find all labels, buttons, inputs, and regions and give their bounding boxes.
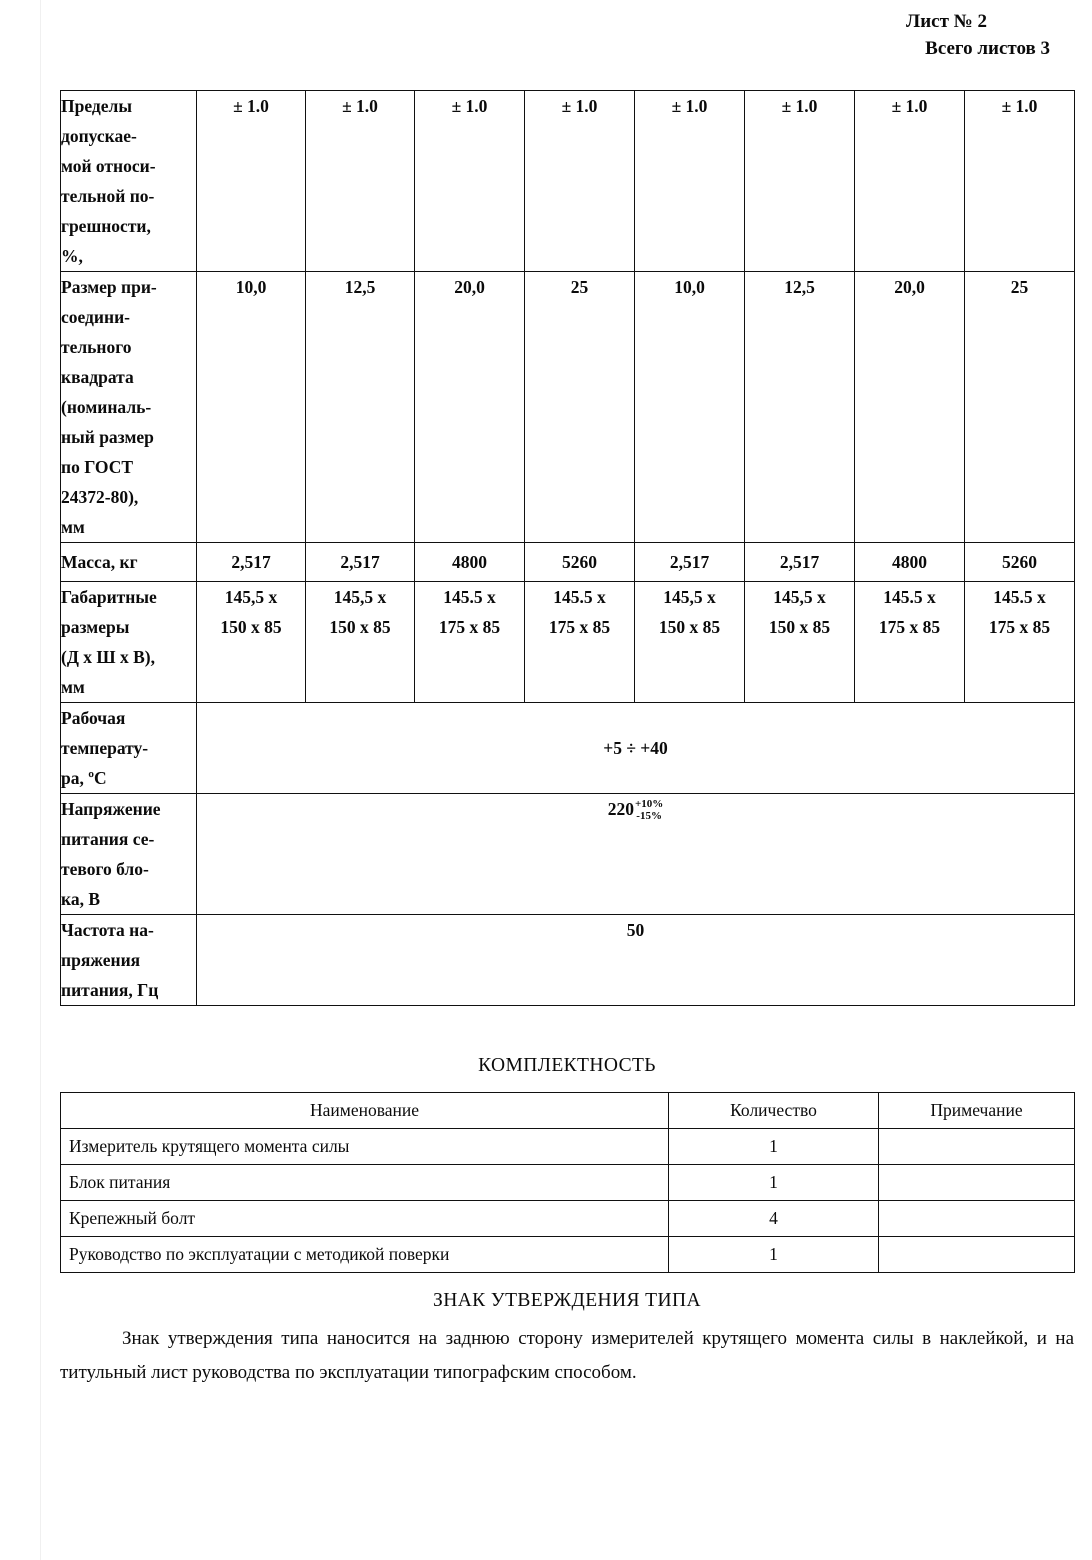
table-cell: ± 1.0: [197, 91, 306, 272]
cell-line: 150 х 85: [220, 617, 282, 637]
label-line: допускае-: [61, 126, 137, 146]
label-line: квадрата: [61, 367, 134, 387]
label-line: ный размер: [61, 427, 154, 447]
table-cell-merged-frequency: 50: [197, 915, 1075, 1006]
table-row: [61, 91, 1075, 272]
table-cell: ± 1.0: [306, 91, 415, 272]
column-header-name: Наименование: [61, 1093, 669, 1129]
table-cell: 4800: [855, 543, 965, 582]
table-row: [61, 794, 1075, 915]
label-line: %,: [61, 246, 83, 266]
table-cell: 12,5: [306, 272, 415, 543]
cell-line: 145.5 х: [443, 587, 496, 607]
item-name: Измеритель крутящего момента силы: [61, 1129, 669, 1165]
table-cell: [525, 582, 635, 703]
completeness-table-wrapper: [60, 1092, 1074, 1273]
item-note: [879, 1201, 1075, 1237]
item-name: Крепежный болт: [61, 1201, 669, 1237]
table-row: [61, 272, 1075, 543]
cell-line: 145.5 х: [553, 587, 606, 607]
label-line: (номиналь-: [61, 397, 152, 417]
item-quantity: 1: [669, 1237, 879, 1273]
table-cell: 10,0: [635, 272, 745, 543]
item-quantity: 4: [669, 1201, 879, 1237]
label-line: (Д х Ш х В),: [61, 647, 155, 667]
table-cell: 2,517: [745, 543, 855, 582]
table-header-row: [61, 1093, 1075, 1129]
label-line: питания се-: [61, 829, 155, 849]
page-header: [906, 8, 1050, 62]
cell-line: 145,5 х: [224, 587, 278, 607]
label-line: ра, ºС: [61, 768, 107, 788]
label-line: грешности,: [61, 216, 151, 236]
page-edge-line: [40, 0, 41, 1560]
table-cell: 2,517: [635, 543, 745, 582]
cell-line: 175 х 85: [548, 617, 611, 637]
specification-table-wrapper: [60, 90, 1074, 1006]
table-cell: [965, 582, 1075, 703]
completeness-table-body: [61, 1129, 1075, 1273]
table-cell: ± 1.0: [415, 91, 525, 272]
label-line: Пределы: [61, 96, 132, 116]
type-approval-paragraph: Знак утверждения типа наносится на заднюю сторону измерителей крутящего момента силы в наклейкой, и на титульный лист руководства по эксплуатации типографским способом.: [60, 1328, 1074, 1383]
item-note: [879, 1165, 1075, 1201]
label-line: Габаритные: [61, 587, 157, 607]
label-line: тельной по-: [61, 186, 155, 206]
table-row: [61, 1237, 1075, 1273]
label-line: пряжения: [61, 950, 141, 970]
row-label-operating-temperature: [61, 703, 197, 794]
table-row: [61, 915, 1075, 1006]
table-cell-merged-temperature: +5 ÷ +40: [197, 703, 1075, 794]
row-label-supply-frequency: [61, 915, 197, 1006]
item-quantity: 1: [669, 1165, 879, 1201]
voltage-tolerance-upper: +10%: [634, 797, 664, 810]
cell-line: 175 х 85: [438, 617, 501, 637]
voltage-base: 220: [607, 799, 634, 819]
item-quantity: 1: [669, 1129, 879, 1165]
table-cell: ± 1.0: [855, 91, 965, 272]
table-row: [61, 1165, 1075, 1201]
table-row: [61, 1129, 1075, 1165]
type-approval-heading: ЗНАК УТВЕРЖДЕНИЯ ТИПА: [433, 1290, 701, 1311]
table-cell: 2,517: [197, 543, 306, 582]
table-cell: 5260: [525, 543, 635, 582]
item-note: [879, 1129, 1075, 1165]
label-line: Напряжение: [61, 799, 161, 819]
row-label-dimensions: [61, 582, 197, 703]
label-line: Масса, кг: [61, 552, 138, 572]
sheet-number-label: Лист № 2: [906, 11, 987, 32]
specification-table: [60, 90, 1075, 1006]
table-cell: ± 1.0: [525, 91, 635, 272]
row-label-tolerance: [61, 91, 197, 272]
voltage-tolerance: [635, 798, 663, 822]
item-name: Блок питания: [61, 1165, 669, 1201]
table-cell: ± 1.0: [635, 91, 745, 272]
table-row: [61, 543, 1075, 582]
cell-line: 145,5 х: [333, 587, 387, 607]
cell-line: 145,5 х: [773, 587, 826, 607]
cell-line: 145.5 х: [883, 587, 936, 607]
label-line: соедини-: [61, 307, 130, 327]
row-label-mass: [61, 543, 197, 582]
cell-line: 145,5 х: [663, 587, 716, 607]
table-cell: 5260: [965, 543, 1075, 582]
label-line: Рабочая: [61, 708, 126, 728]
item-name: Руководство по эксплуатации с методикой поверки: [61, 1237, 669, 1273]
table-cell: 4800: [415, 543, 525, 582]
table-cell: 25: [965, 272, 1075, 543]
label-line: размеры: [61, 617, 130, 637]
table-row: [61, 703, 1075, 794]
label-line: тевого бло-: [61, 859, 149, 879]
label-line: мм: [61, 517, 85, 537]
row-label-square-size: [61, 272, 197, 543]
table-cell: [635, 582, 745, 703]
table-cell: 12,5: [745, 272, 855, 543]
cell-line: 175 х 85: [878, 617, 941, 637]
cell-line: 150 х 85: [658, 617, 721, 637]
label-line: мм: [61, 677, 85, 697]
table-cell: 20,0: [855, 272, 965, 543]
label-line: питания, Гц: [61, 980, 159, 1000]
label-line: Размер при-: [61, 277, 157, 297]
table-cell: [855, 582, 965, 703]
table-cell: 20,0: [415, 272, 525, 543]
cell-line: 150 х 85: [329, 617, 391, 637]
label-line: мой относи-: [61, 156, 156, 176]
label-line: ка, В: [61, 889, 100, 909]
cell-line: 175 х 85: [988, 617, 1051, 637]
voltage-tolerance-lower: -15%: [636, 809, 662, 822]
table-row: [61, 582, 1075, 703]
table-cell: [197, 582, 306, 703]
cell-line: 150 х 85: [768, 617, 831, 637]
column-header-note: Примечание: [879, 1093, 1075, 1129]
completeness-table: [60, 1092, 1075, 1273]
completeness-heading: КОМПЛЕКТНОСТЬ: [478, 1055, 656, 1076]
label-line: 24372-80),: [61, 487, 139, 507]
item-note: [879, 1237, 1075, 1273]
label-line: тельного: [61, 337, 132, 357]
table-cell: ± 1.0: [965, 91, 1075, 272]
voltage-value: [608, 794, 664, 824]
label-line: по ГОСТ: [61, 457, 134, 477]
label-line: Частота на-: [61, 920, 154, 940]
table-cell: 10,0: [197, 272, 306, 543]
row-label-supply-voltage: [61, 794, 197, 915]
completeness-table-head: [61, 1093, 1075, 1129]
cell-line: 145.5 х: [993, 587, 1046, 607]
table-cell: 2,517: [306, 543, 415, 582]
column-header-quantity: Количество: [669, 1093, 879, 1129]
table-cell: 25: [525, 272, 635, 543]
table-cell: ± 1.0: [745, 91, 855, 272]
table-cell-merged-voltage: [197, 794, 1075, 915]
table-cell: [745, 582, 855, 703]
label-line: температу-: [61, 738, 149, 758]
specification-table-body: [61, 91, 1075, 1006]
table-cell: [415, 582, 525, 703]
total-sheets-label: Всего листов 3: [925, 38, 1050, 59]
table-row: [61, 1201, 1075, 1237]
table-cell: [306, 582, 415, 703]
